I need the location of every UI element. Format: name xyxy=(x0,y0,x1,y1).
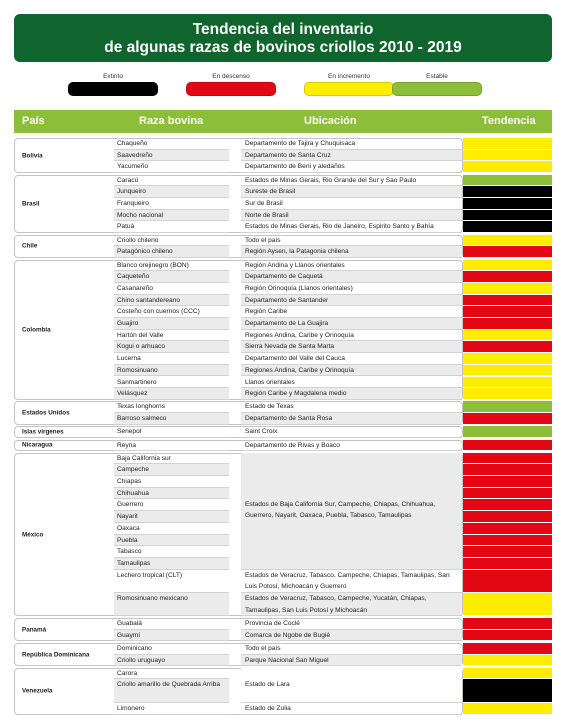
location-cell: Departamento de Santa Rosa xyxy=(241,413,462,425)
trend-bar xyxy=(463,295,552,306)
trend-bar xyxy=(463,161,552,172)
breed-cell: Carora xyxy=(114,668,229,680)
breed-cell: Reyna xyxy=(114,440,229,452)
merged-location-text: Estado de Lara xyxy=(245,680,290,688)
location-cell: Estados de Minas Gerais, Rio Grande del Sur y Sao Paulo xyxy=(241,175,462,187)
legend-label: Estable xyxy=(426,73,448,80)
location-cell: Departamento de Rivas y Boaco xyxy=(241,440,462,452)
country-group xyxy=(14,138,552,173)
breed-cell: Caracú xyxy=(114,175,229,187)
country-label: Chile xyxy=(22,242,38,250)
country-label: Nicaragua xyxy=(22,441,53,449)
breed-cell: Romosinuano mexicano xyxy=(114,593,229,616)
table-row xyxy=(14,365,552,377)
location-cell: Estado de Zulia xyxy=(241,703,462,715)
trend-bar xyxy=(463,464,552,475)
country-label: Colombia xyxy=(22,326,51,334)
breed-cell: Caqueteño xyxy=(114,271,229,283)
trend-bar xyxy=(463,283,552,294)
trend-bar xyxy=(463,546,552,557)
breed-cell: Franqueiro xyxy=(114,198,229,210)
table-row xyxy=(14,271,552,283)
location-cell: Estado de Texas xyxy=(241,401,462,413)
breed-cell: Velásquez xyxy=(114,388,229,400)
breed-cell: Chaqueño xyxy=(114,138,229,150)
breed-cell: Oaxaca xyxy=(114,523,229,535)
location-cell: Sur de Brasil xyxy=(241,198,462,210)
location-cell: Parque Nacional San Miguel xyxy=(241,655,462,667)
breed-cell: Tabasco xyxy=(114,546,229,558)
breed-cell: Blanco orejinegro (BON) xyxy=(114,260,229,272)
location-cell: Departamento de Caquetá xyxy=(241,271,462,283)
table-row xyxy=(14,655,552,667)
table-row xyxy=(14,330,552,342)
legend-label: En incremento xyxy=(328,73,370,80)
breed-cell: Yacumeño xyxy=(114,161,229,173)
breed-cell: Tamaulipas xyxy=(114,558,229,570)
breed-cell: Guerrero xyxy=(114,499,229,511)
trend-bar xyxy=(463,388,552,399)
location-cell: Región Caribe xyxy=(241,306,462,318)
trend-bar xyxy=(463,618,552,629)
header-breed: Raza bovina xyxy=(139,115,204,127)
breed-cell: Senepol xyxy=(114,426,229,438)
location-cell: Todo el país xyxy=(241,643,462,655)
breed-cell: Chihuahua xyxy=(114,488,229,500)
table-row xyxy=(14,426,552,438)
legend-swatch-yellow xyxy=(304,82,394,96)
table-row xyxy=(14,306,552,318)
table-row xyxy=(14,413,552,425)
table-row xyxy=(14,318,552,330)
trend-bar xyxy=(463,175,552,186)
country-group xyxy=(14,426,552,438)
trend-bar xyxy=(463,401,552,412)
breed-cell: Dominicano xyxy=(114,643,229,655)
table-row xyxy=(14,175,552,187)
legend-swatch-red xyxy=(186,82,276,96)
location-cell: Región Andina y Llanos orientales xyxy=(241,260,462,272)
trend-bar xyxy=(463,246,552,257)
legend-swatch-green xyxy=(392,82,482,96)
trend-bar xyxy=(463,476,552,487)
trend-bar xyxy=(463,353,552,364)
location-cell: Comarca de Ngobe de Bugié xyxy=(241,630,462,642)
trend-bar xyxy=(463,679,552,701)
table-row xyxy=(14,703,552,715)
trend-bar xyxy=(463,570,552,592)
country-group xyxy=(14,440,552,452)
breed-cell: Barroso salmeco xyxy=(114,413,229,425)
country-label: México xyxy=(22,531,44,539)
table-row xyxy=(14,353,552,365)
trend-bar xyxy=(463,341,552,352)
table-row xyxy=(14,630,552,642)
breed-cell: Criollo amarillo de Quebrada Arriba xyxy=(114,679,229,702)
location-cell: Estados de Veracruz, Tabasco, Campeche, Chiapas, Tamaulipas, San Luis Potosí, Michoacán y Guerrero xyxy=(241,570,462,593)
table-row xyxy=(14,138,552,150)
trend-bar xyxy=(463,703,552,714)
country-label: Brasil xyxy=(22,200,40,208)
breed-cell: Criollo uruguayo xyxy=(114,655,229,667)
location-cell: Estados de Veracruz, Tabasco, Campeche, Yucatán, Chiapas, Tamaulipas, San Luis Potosí y Michoacán xyxy=(241,593,462,616)
legend-label: En descenso xyxy=(212,73,250,80)
table-header xyxy=(14,110,552,133)
merged-location-cell xyxy=(241,453,462,570)
table-row xyxy=(14,221,552,233)
legend xyxy=(0,72,567,102)
location-cell: Departamento del Valle del Cauca xyxy=(241,353,462,365)
header-trend: Tendencia xyxy=(482,115,536,127)
location-cell: Región Aysen, la Patagonia chilena xyxy=(241,246,462,258)
location-cell: Departamento de Beni y aledaños xyxy=(241,161,462,173)
trend-bar xyxy=(463,630,552,641)
trend-bar xyxy=(463,210,552,221)
breed-cell: Campeche xyxy=(114,464,229,476)
trend-bar xyxy=(463,186,552,197)
trend-bar xyxy=(463,138,552,149)
header-location: Ubicación xyxy=(304,115,357,127)
table-row xyxy=(14,341,552,353)
country-label: Bolivia xyxy=(22,152,43,160)
trend-bar xyxy=(463,150,552,161)
table-row xyxy=(14,283,552,295)
title-line-1: Tendencia del inventario xyxy=(192,21,374,38)
breed-cell: Criollo chileno xyxy=(114,235,229,247)
country-label: Panamá xyxy=(22,626,47,634)
location-cell: Sierra Nevada de Santa Marta xyxy=(241,341,462,353)
breed-cell: Patuá xyxy=(114,221,229,233)
legend-label: Extinto xyxy=(103,73,123,80)
location-cell: Departamento de Santa Cruz xyxy=(241,150,462,162)
breed-cell: Kogui o arhuaco xyxy=(114,341,229,353)
merged-location-cell xyxy=(241,668,462,703)
breed-cell: Hartón del Valle xyxy=(114,330,229,342)
trend-bar xyxy=(463,668,552,679)
trend-bar xyxy=(463,655,552,666)
location-cell: Regiones Andina, Caribe y Orinoquía xyxy=(241,330,462,342)
country-group xyxy=(14,453,552,617)
location-cell: Todo el país xyxy=(241,235,462,247)
breed-cell: Guajiro xyxy=(114,318,229,330)
trend-bar xyxy=(463,377,552,388)
breed-cell: Lechero tropical (CLT) xyxy=(114,570,229,593)
merged-location-text: Estados de Baja California Sur, Campeche, Chiapas, Chihuahua, Guerrero, Nayarit, Oaxaca, Puebla, Tabasco, Tamaulipas xyxy=(245,501,436,519)
breed-cell: Lucerna xyxy=(114,353,229,365)
trend-bar xyxy=(463,365,552,376)
trend-bar xyxy=(463,643,552,654)
country-label: Islas vírgenes xyxy=(22,428,64,436)
legend-item-extinto xyxy=(68,72,158,96)
table-row xyxy=(14,570,552,593)
location-cell: Saint Croix xyxy=(241,426,462,438)
location-cell: Norte de Brasil xyxy=(241,210,462,222)
location-cell: Llanos orientales xyxy=(241,377,462,389)
table-row xyxy=(14,235,552,247)
breed-cell: Saavedreño xyxy=(114,150,229,162)
header-country: País xyxy=(22,115,45,127)
breed-cell: Chino santandereano xyxy=(114,295,229,307)
country-group xyxy=(14,618,552,641)
trend-bar xyxy=(463,593,552,615)
country-group xyxy=(14,175,552,234)
trend-bar xyxy=(463,306,552,317)
breed-cell: Mocho nacional xyxy=(114,210,229,222)
country-group xyxy=(14,260,552,400)
trend-bar xyxy=(463,488,552,499)
trend-bar xyxy=(463,535,552,546)
breed-cell: Guabalá xyxy=(114,618,229,630)
location-cell: Sureste de Brasil xyxy=(241,186,462,198)
location-cell: Departamento de Santander xyxy=(241,295,462,307)
breed-cell: Chiapas xyxy=(114,476,229,488)
breed-cell: Nayarit xyxy=(114,511,229,523)
table-row xyxy=(14,593,552,616)
breed-cell: Limonero xyxy=(114,703,229,715)
table-row xyxy=(14,186,552,198)
trend-bar xyxy=(463,558,552,569)
breed-cell: Puebla xyxy=(114,535,229,547)
trend-bar xyxy=(463,330,552,341)
breed-cell: Texas longhorns xyxy=(114,401,229,413)
trend-bar xyxy=(463,221,552,232)
location-cell: Departamento de La Guajira xyxy=(241,318,462,330)
legend-swatch-black xyxy=(68,82,158,96)
trend-bar xyxy=(463,453,552,464)
breed-cell: Guaymí xyxy=(114,630,229,642)
table-row xyxy=(14,210,552,222)
location-cell: Regiones Andina, Caribe y Orinoquía xyxy=(241,365,462,377)
table-row xyxy=(14,246,552,258)
location-cell: Región Orinoquía (Llanos orientales) xyxy=(241,283,462,295)
country-label: República Dominicana xyxy=(22,651,90,659)
location-cell: Departamento de Tajira y Chuquisaca xyxy=(241,138,462,150)
legend-item-estable xyxy=(392,72,482,96)
legend-item-en-descenso xyxy=(186,72,276,96)
table-row xyxy=(14,401,552,413)
breed-cell: Patagónico chileno xyxy=(114,246,229,258)
location-cell: Estados de Minas Gerais, Rio de Janeiro, Espirito Santo y Bahía xyxy=(241,221,462,233)
country-label: Estados Unidos xyxy=(22,409,70,417)
table-row xyxy=(14,618,552,630)
trend-bar xyxy=(463,198,552,209)
country-label: Venezuela xyxy=(22,687,53,695)
trend-bar xyxy=(463,440,552,451)
location-cell: Región Caribe y Magdalena medio xyxy=(241,388,462,400)
breed-cell: Costeño con cuernos (CCC) xyxy=(114,306,229,318)
trend-bar xyxy=(463,318,552,329)
country-group xyxy=(14,401,552,424)
breed-cell: Casanareño xyxy=(114,283,229,295)
table-row xyxy=(14,295,552,307)
trend-bar xyxy=(463,499,552,510)
table-row xyxy=(14,440,552,452)
trend-bar xyxy=(463,511,552,522)
breed-cell: Sanmartinero xyxy=(114,377,229,389)
trend-bar xyxy=(463,523,552,534)
breed-cell: Romosinuano xyxy=(114,365,229,377)
country-group xyxy=(14,643,552,666)
table-row xyxy=(14,260,552,272)
table-row xyxy=(14,377,552,389)
trend-bar xyxy=(463,271,552,282)
country-group xyxy=(14,668,552,715)
country-group xyxy=(14,235,552,258)
trend-bar xyxy=(463,413,552,424)
trend-bar xyxy=(463,235,552,246)
trend-bar xyxy=(463,260,552,271)
title-line-2: de algunas razas de bovinos criollos 2010 - 2019 xyxy=(104,39,462,56)
breed-cell: Junqueiro xyxy=(114,186,229,198)
title-banner xyxy=(14,14,552,62)
trend-bar xyxy=(463,426,552,437)
location-cell: Provincia de Coclé xyxy=(241,618,462,630)
table-row xyxy=(14,198,552,210)
table-row xyxy=(14,150,552,162)
breed-cell: Baja California sur xyxy=(114,453,229,465)
table-row xyxy=(14,161,552,173)
legend-item-en-incremento xyxy=(304,72,394,96)
table-row xyxy=(14,643,552,655)
table-row xyxy=(14,388,552,400)
